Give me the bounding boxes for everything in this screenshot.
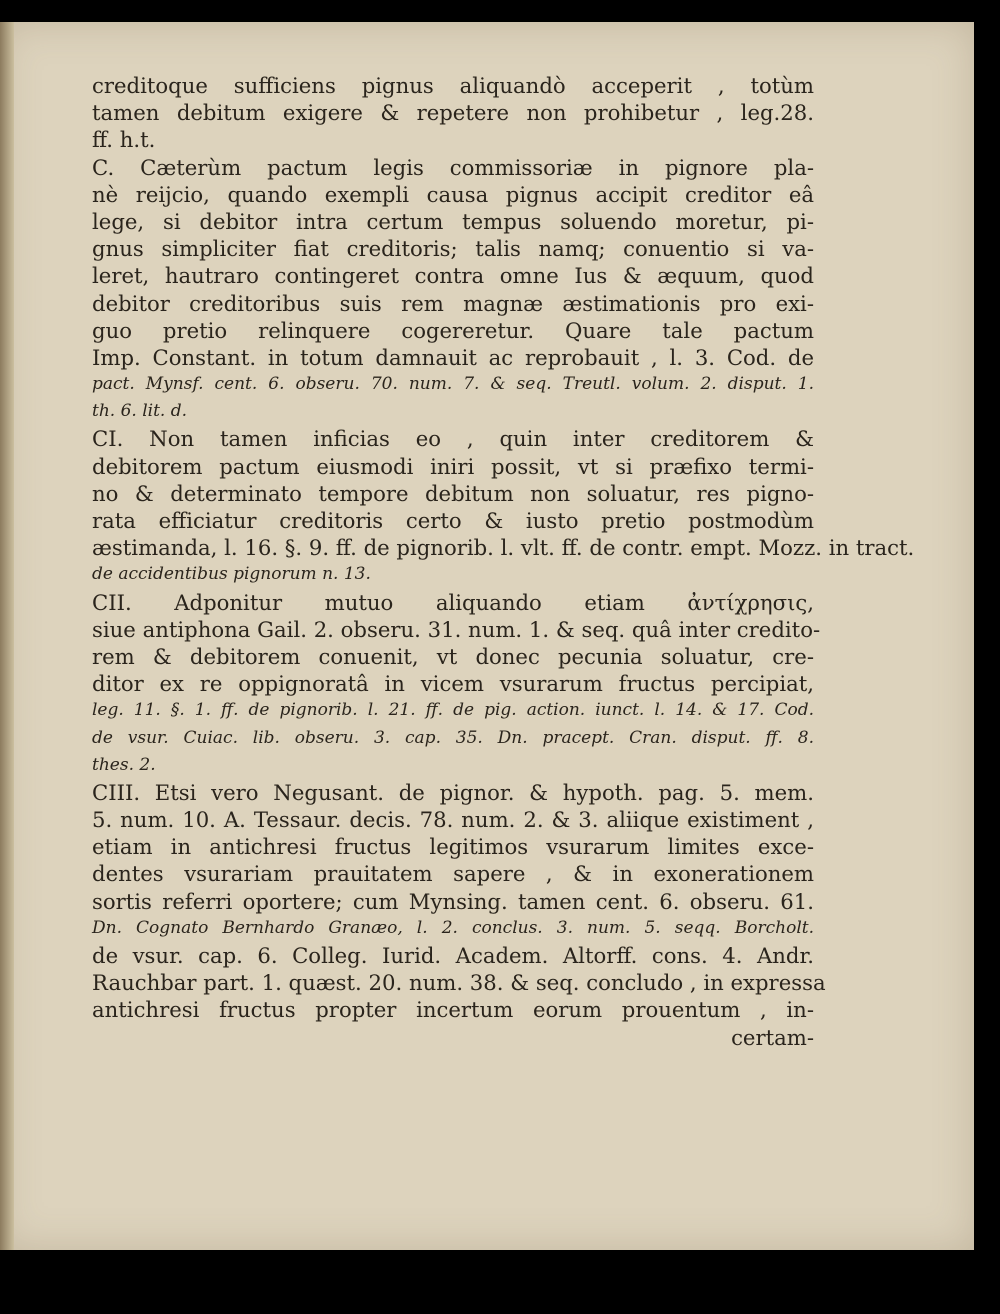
text-line: 5. num. 10. A. Tessaur. decis. 78. num. 2. & 3. aliique existiment ,	[92, 807, 814, 833]
page-binding-edge	[0, 22, 14, 1250]
text-line: ff. h.t.	[92, 127, 156, 153]
text-line: creditoque sufficiens pignus aliquandò acceperit , totùm	[92, 73, 814, 98]
citation-line: th. 6. lit. d.	[92, 401, 188, 422]
text-line: Imp. Constant. in totum damnauit ac reprobauit , l. 3. Cod. de	[92, 344, 814, 370]
text-line: rata efficiatur creditoris certo & iusto pretio postmodùm	[92, 508, 814, 533]
citation-line: pact. Mynsf. cent. 6. obseru. 70. num. 7. & seq. Treutl. volum. 2. disput. 1.	[92, 374, 814, 395]
catchword: certam-	[731, 1024, 814, 1050]
text-line: gnus simpliciter fiat creditoris; talis namq; conuentio si va-	[92, 236, 814, 262]
text-line: rem & debitorem conuenit, vt donec pecunia soluatur, cre-	[92, 643, 814, 669]
section-c: C. Cæterùm pactum legis commissoriæ in pignore pla-	[92, 154, 814, 180]
text-line: nè reijcio, quando exempli causa pignus accipit creditor eâ	[92, 181, 814, 207]
text-line: debitorem pactum eiusmodi iniri possit, vt si præfixo termi-	[92, 453, 814, 479]
citation-line: Dn. Cognato Bernhardo Granæo, l. 2. conclus. 3. num. 5. seqq. Borcholt.	[92, 917, 814, 938]
text-line: no & determinato tempore debitum non soluatur, res pigno-	[92, 480, 814, 506]
text-line: dentes vsurariam prauitatem sapere , & in exonerationem	[92, 861, 814, 887]
text-line: debitor creditoribus suis rem magnæ æstimationis pro exi-	[92, 290, 814, 316]
text-line: siue antiphona Gail. 2. obseru. 31. num. 1. & seq. quâ inter credito-	[92, 616, 821, 642]
citation-line: leg. 11. §. 1. ff. de pignorib. l. 21. ff. de pig. action. iunct. l. 14. & 17. Cod.	[92, 700, 814, 721]
text-line: etiam in antichresi fructus legitimos vsurarum limites exce-	[92, 834, 814, 860]
text-line: leret, hautraro contingeret contra omne Ius & æquum, quod	[92, 263, 814, 289]
text-line: sortis referri oportere; cum Mynsing. tamen cent. 6. obseru. 61.	[92, 888, 814, 914]
text-line: antichresi fructus propter incertum eorum prouentum , in-	[92, 997, 814, 1023]
citation-line: de accidentibus pignorum n. 13.	[92, 564, 371, 585]
text-line: tamen debitum exigere & repetere non prohibetur , leg.28.	[92, 100, 814, 126]
section-ciii: CIII. Etsi vero Negusant. de pignor. & hypoth. pag. 5. mem.	[92, 779, 814, 805]
section-cii: CII. Adponitur mutuo aliquando etiam ἀντίχρησις,	[92, 589, 814, 615]
text-line: æstimanda, l. 16. §. 9. ff. de pignorib. l. vlt. ff. de contr. empt. Mozz. in tract.	[92, 535, 915, 561]
text-line: ditor ex re oppignoratâ in vicem vsurarum fructus percipiat,	[92, 671, 814, 697]
section-ci: CI. Non tamen inficias eo , quin inter creditorem &	[92, 426, 814, 452]
text-line: lege, si debitor intra certum tempus soluendo moretur, pi-	[92, 208, 814, 234]
text-line: de vsur. cap. 6. Colleg. Iurid. Academ. Altorff. cons. 4. Andr.	[92, 943, 814, 968]
text-line: Rauchbar part. 1. quæst. 20. num. 38. & seq. concludo , in expressa	[92, 970, 826, 996]
text-line: guo pretio relinquere cogereretur. Quare tale pactum	[92, 317, 814, 343]
citation-line: thes. 2.	[92, 754, 156, 775]
text-block	[92, 72, 915, 1051]
book-page	[0, 22, 974, 1250]
citation-line: de vsur. Cuiac. lib. obseru. 3. cap. 35. Dn. pracept. Cran. disput. ff. 8.	[92, 727, 814, 748]
